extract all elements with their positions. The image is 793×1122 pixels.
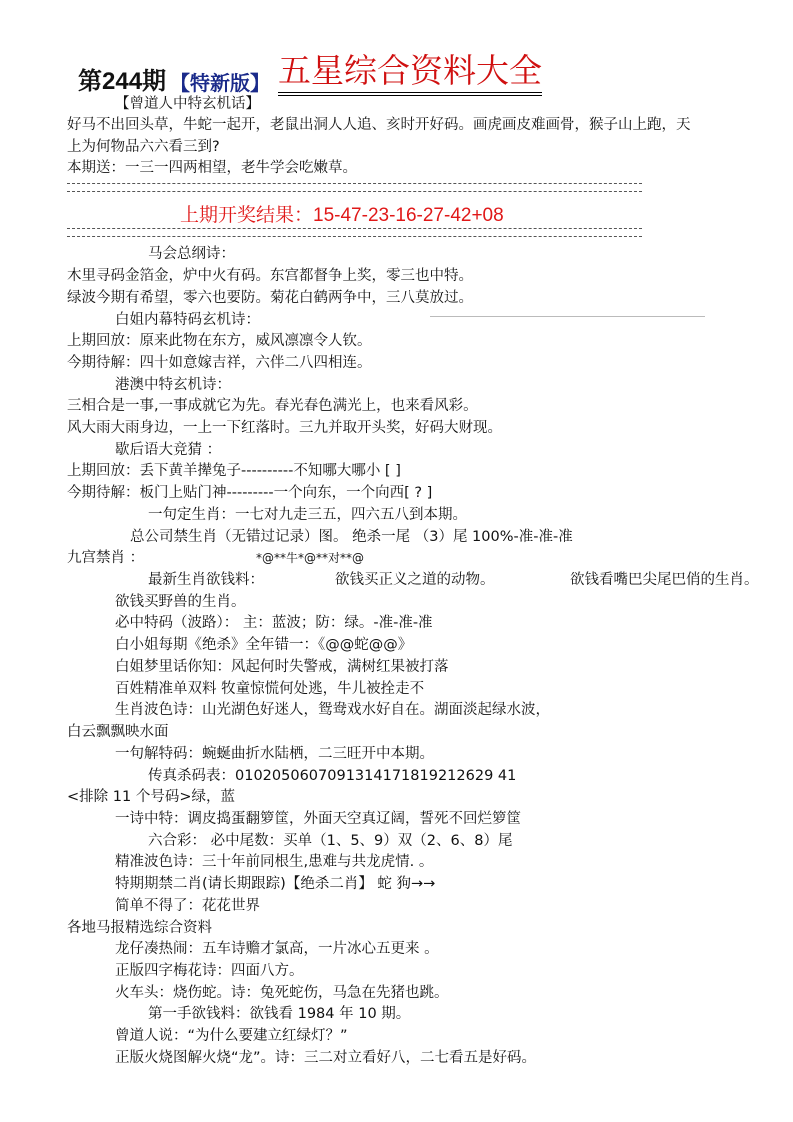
- intro-riddle-line-2: 上为何物品六六看三到?: [67, 139, 220, 155]
- content-line: 上期回放：原来此物在东方，威风凛凛令人钦。: [67, 333, 372, 349]
- content-line: 欲钱买正义之道的动物。: [335, 572, 495, 588]
- content-line: 总公司禁生肖（无错过记录）图。 绝杀一尾 （3）尾 100%-准-准-准: [130, 529, 573, 545]
- content-line: 百姓精准单双料 牧童惊慌何处逃，牛儿被拴走不: [115, 681, 425, 697]
- content-line: 九宫禁肖 ：: [67, 550, 145, 566]
- content-line: <排除 11 个号码>绿，蓝: [67, 789, 235, 805]
- content-line: 白云飘飘映水面: [67, 724, 169, 740]
- content-line: 一句解特码：蜿蜒曲折水陆栖，二三旺开中本期。: [115, 746, 434, 762]
- content-line: 欲钱买野兽的生肖。: [115, 594, 246, 610]
- separator-bottom: [67, 228, 642, 237]
- faint-divider: [430, 316, 705, 317]
- content-line: 精准波色诗：三十年前同根生,患难与共龙虎情. 。: [115, 854, 434, 870]
- intro-gift-line: 本期送：一三一四两相望，老牛学会吃嫩草。: [67, 160, 357, 176]
- content-line: 火车头：烧伤蛇。诗：兔死蛇伤，马急在先猪也跳。: [115, 985, 449, 1001]
- content-line: 正版四字梅花诗：四面八方。: [115, 963, 304, 979]
- content-line: 特期期禁二肖(请长期跟踪)【绝杀二肖】 蛇 狗→→: [115, 876, 436, 892]
- edition-label: 【特新版】: [170, 71, 271, 95]
- content-line: 必中特码（波路）： 主：蓝波；防：绿。-准-准-准: [115, 615, 433, 631]
- content-line: 绿波今期有希望，零六也要防。菊花白鹤两争中，三八莫放过。: [67, 290, 473, 306]
- issue-number: 第244期: [78, 68, 167, 95]
- content-line: 白姐梦里话你知：风起何时失警戒，满树红果被打落: [115, 659, 449, 675]
- content-line: 龙仔凑热闹：五车诗赡才氯高，一片冰心五更来 。: [115, 941, 439, 957]
- main-title: 五星综合资料大全: [278, 51, 542, 96]
- content-line: 传真杀码表：0102050607091314171819212629 41: [148, 768, 517, 784]
- content-line: 风大雨大雨身边，一上一下红落时。三九并取开头奖，好码大财现。: [67, 420, 502, 436]
- content-line: *@**牛*@**对**@: [256, 551, 365, 565]
- content-line: 三相合是一事,一事成就它为先。春光春色满光上，也来看风彩。: [67, 398, 478, 414]
- last-draw-numbers: 15-47-23-16-27-42+08: [313, 205, 504, 226]
- content-line: 白小姐每期《绝杀》全年错一：《@@蛇@@》: [115, 637, 413, 653]
- content-line: 马会总纲诗：: [148, 246, 235, 262]
- content-line: 一句定生肖：一七对九走三五，四六五八到本期。: [148, 507, 467, 523]
- content-line: 简单不得了：花花世界: [115, 898, 260, 914]
- intro-section-title: 【曾道人中特玄机话】: [115, 96, 260, 112]
- content-line: 正版火烧图解火烧“龙”。诗：三二对立看好八，二七看五是好码。: [115, 1050, 537, 1066]
- content-line: 歇后语大竞猜 ：: [115, 442, 222, 458]
- content-line: 最新生肖欲钱料：: [148, 572, 264, 588]
- content-line: 今期待解：四十如意嫁吉祥，六伴二八四相连。: [67, 355, 372, 371]
- page-title: [78, 50, 542, 96]
- content-line: 今期待解：板门上贴门神---------一个向东，一个向西[ ? ]: [67, 485, 433, 501]
- content-line: 第一手欲钱料：欲钱看 1984 年 10 期。: [148, 1006, 411, 1022]
- content-line: 木里寻码金箔金，炉中火有码。东宫都督争上奖，零三也中特。: [67, 268, 473, 284]
- last-draw-result: [180, 200, 504, 227]
- content-line: 六合彩： 必中尾数：买单（1、5、9）双（2、6、8）尾: [148, 833, 513, 849]
- content-line: 港澳中特玄机诗：: [115, 377, 231, 393]
- content-line: 欲钱看嘴巴尖尾巴俏的生肖。: [570, 572, 759, 588]
- last-draw-label: 上期开奖结果：: [180, 205, 314, 226]
- intro-riddle-line-1: 好马不出回头草，牛蛇一起开，老鼠出洞人人追、亥时开好码。画虎画皮难画骨，猴子山上跑，天: [67, 117, 691, 133]
- content-line: 曾道人说：“为什么要建立红绿灯？”: [115, 1028, 348, 1044]
- content-line: 各地马报精选综合资料: [67, 920, 212, 936]
- content-line: 上期回放：丢下黄羊撵兔子----------不知哪大哪小 [ ]: [67, 463, 401, 479]
- content-line: 白姐内幕特码玄机诗：: [115, 312, 260, 328]
- content-line: 一诗中特：调皮捣蛋翻箩筐，外面天空真辽阔，誓死不回烂箩筐: [115, 811, 521, 827]
- separator-top: [67, 183, 642, 192]
- content-line: 生肖波色诗：山光湖色好迷人，鸳鸯戏水好自在。湖面淡起绿水波，: [115, 702, 550, 718]
